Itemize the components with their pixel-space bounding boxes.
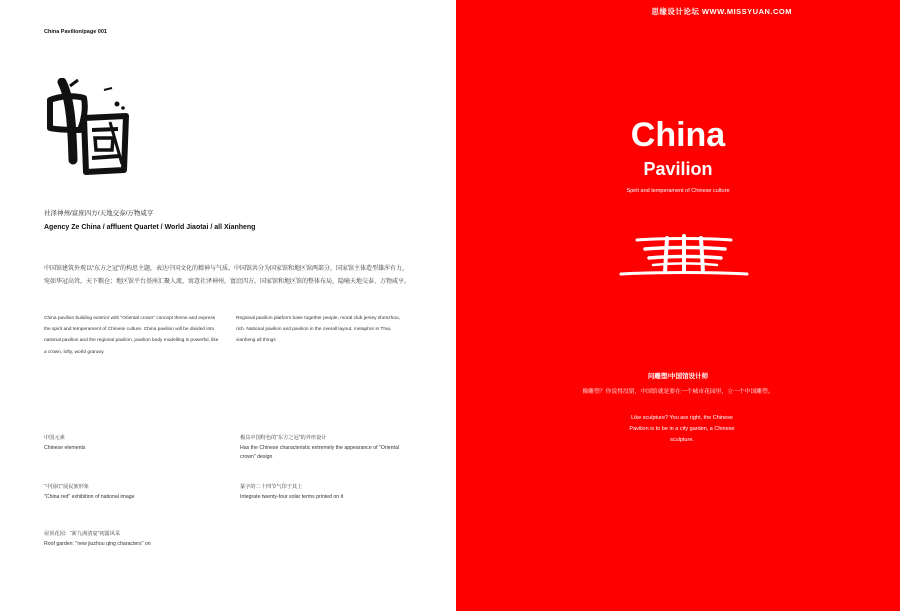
intro-paragraph-chinese: 中国馆建筑外观以“东方之冠”的构思主题，表达中国文化的精神与气质。中国馆共分为国家馆和地区馆两部分，国家馆主体造型雄浑有力，宛如华冠高耸，天下粮仓；地区馆平台基座汇聚人流，寓意社泽神州，富庶四方。国家馆和地区馆的整体布局，隐喻天地交泰、万物咸亨。 xyxy=(44,266,411,285)
page-header: China Pavilion/page 001 xyxy=(44,29,107,35)
feature-item xyxy=(240,434,410,463)
title-china: China xyxy=(630,116,726,154)
feature-item xyxy=(44,530,214,549)
feature-cn: 篆字的二十四节气印于其上 xyxy=(240,484,303,490)
tagline-english: Agency Ze China / affluent Quartet / World Jiaotai / all Xianheng xyxy=(44,224,256,231)
chinese-heading: 问雕塑/中国馆设计师 xyxy=(647,373,709,380)
subtitle: Spirit and temperament of Chinese culture xyxy=(626,188,730,194)
feature-en: Integrate twenty-four solar terms printed on it xyxy=(240,493,344,500)
title-pavilion: Pavilion xyxy=(643,159,713,179)
tagline-chinese: 社泽神州/富庶四方/天地交泰/万物咸亨 xyxy=(44,210,154,217)
feature-en: Chinese elements xyxy=(44,444,86,451)
watermark-seal: 思缘设计论坛 WWW.MISSYUAN.COM xyxy=(651,7,792,16)
pavilion-emblem-icon xyxy=(617,232,751,280)
body-english-column-2: Regional pavilion platform base together people, moral club jersey shenzhou, rich. National pavilion and pavilion in the overall layout, metaphor in Thai, xianheng all things xyxy=(236,316,400,344)
body-english-column-1: China pavilion building exterior with "Oriental crown" concept theme and express the spirit and temperament of Chinese culture. China pavilion will be divided into national pavilion and the regional pavilion, pavilion body modelling is powerful, like a crown, lofty, world granary. xyxy=(44,316,219,355)
feature-item xyxy=(44,483,214,502)
feature-item xyxy=(240,483,410,502)
feature-cn: “中国红”展民族形象 xyxy=(44,484,89,490)
english-paragraph: Like sculpture? You are right, the Chinese Pavilion is to be in a city garden, a Chinese sculpture. xyxy=(629,415,735,443)
zhongguo-calligraphy-logo xyxy=(40,78,135,178)
right-page-red xyxy=(456,0,900,611)
feature-cn: 极具中国特色的“东方之冠”的外形设计 xyxy=(240,435,327,441)
feature-cn: 中国元素 xyxy=(44,435,65,441)
feature-en: Roof garden: "new jiuzhou qing characters" on xyxy=(44,540,151,547)
feature-en: Has the Chinese characteristic extremely the appearance of "Oriental crown" design xyxy=(240,444,399,460)
feature-en: "China red" exhibition of national image xyxy=(44,493,135,500)
feature-cn: 屋顶花园：“新九洲清宴”初露风采 xyxy=(44,531,121,537)
feature-item xyxy=(44,434,214,453)
chinese-line: 像雕塑？你说得没错，中国馆就是要在一个城市花园里，立一个中国雕塑。 xyxy=(582,389,774,395)
